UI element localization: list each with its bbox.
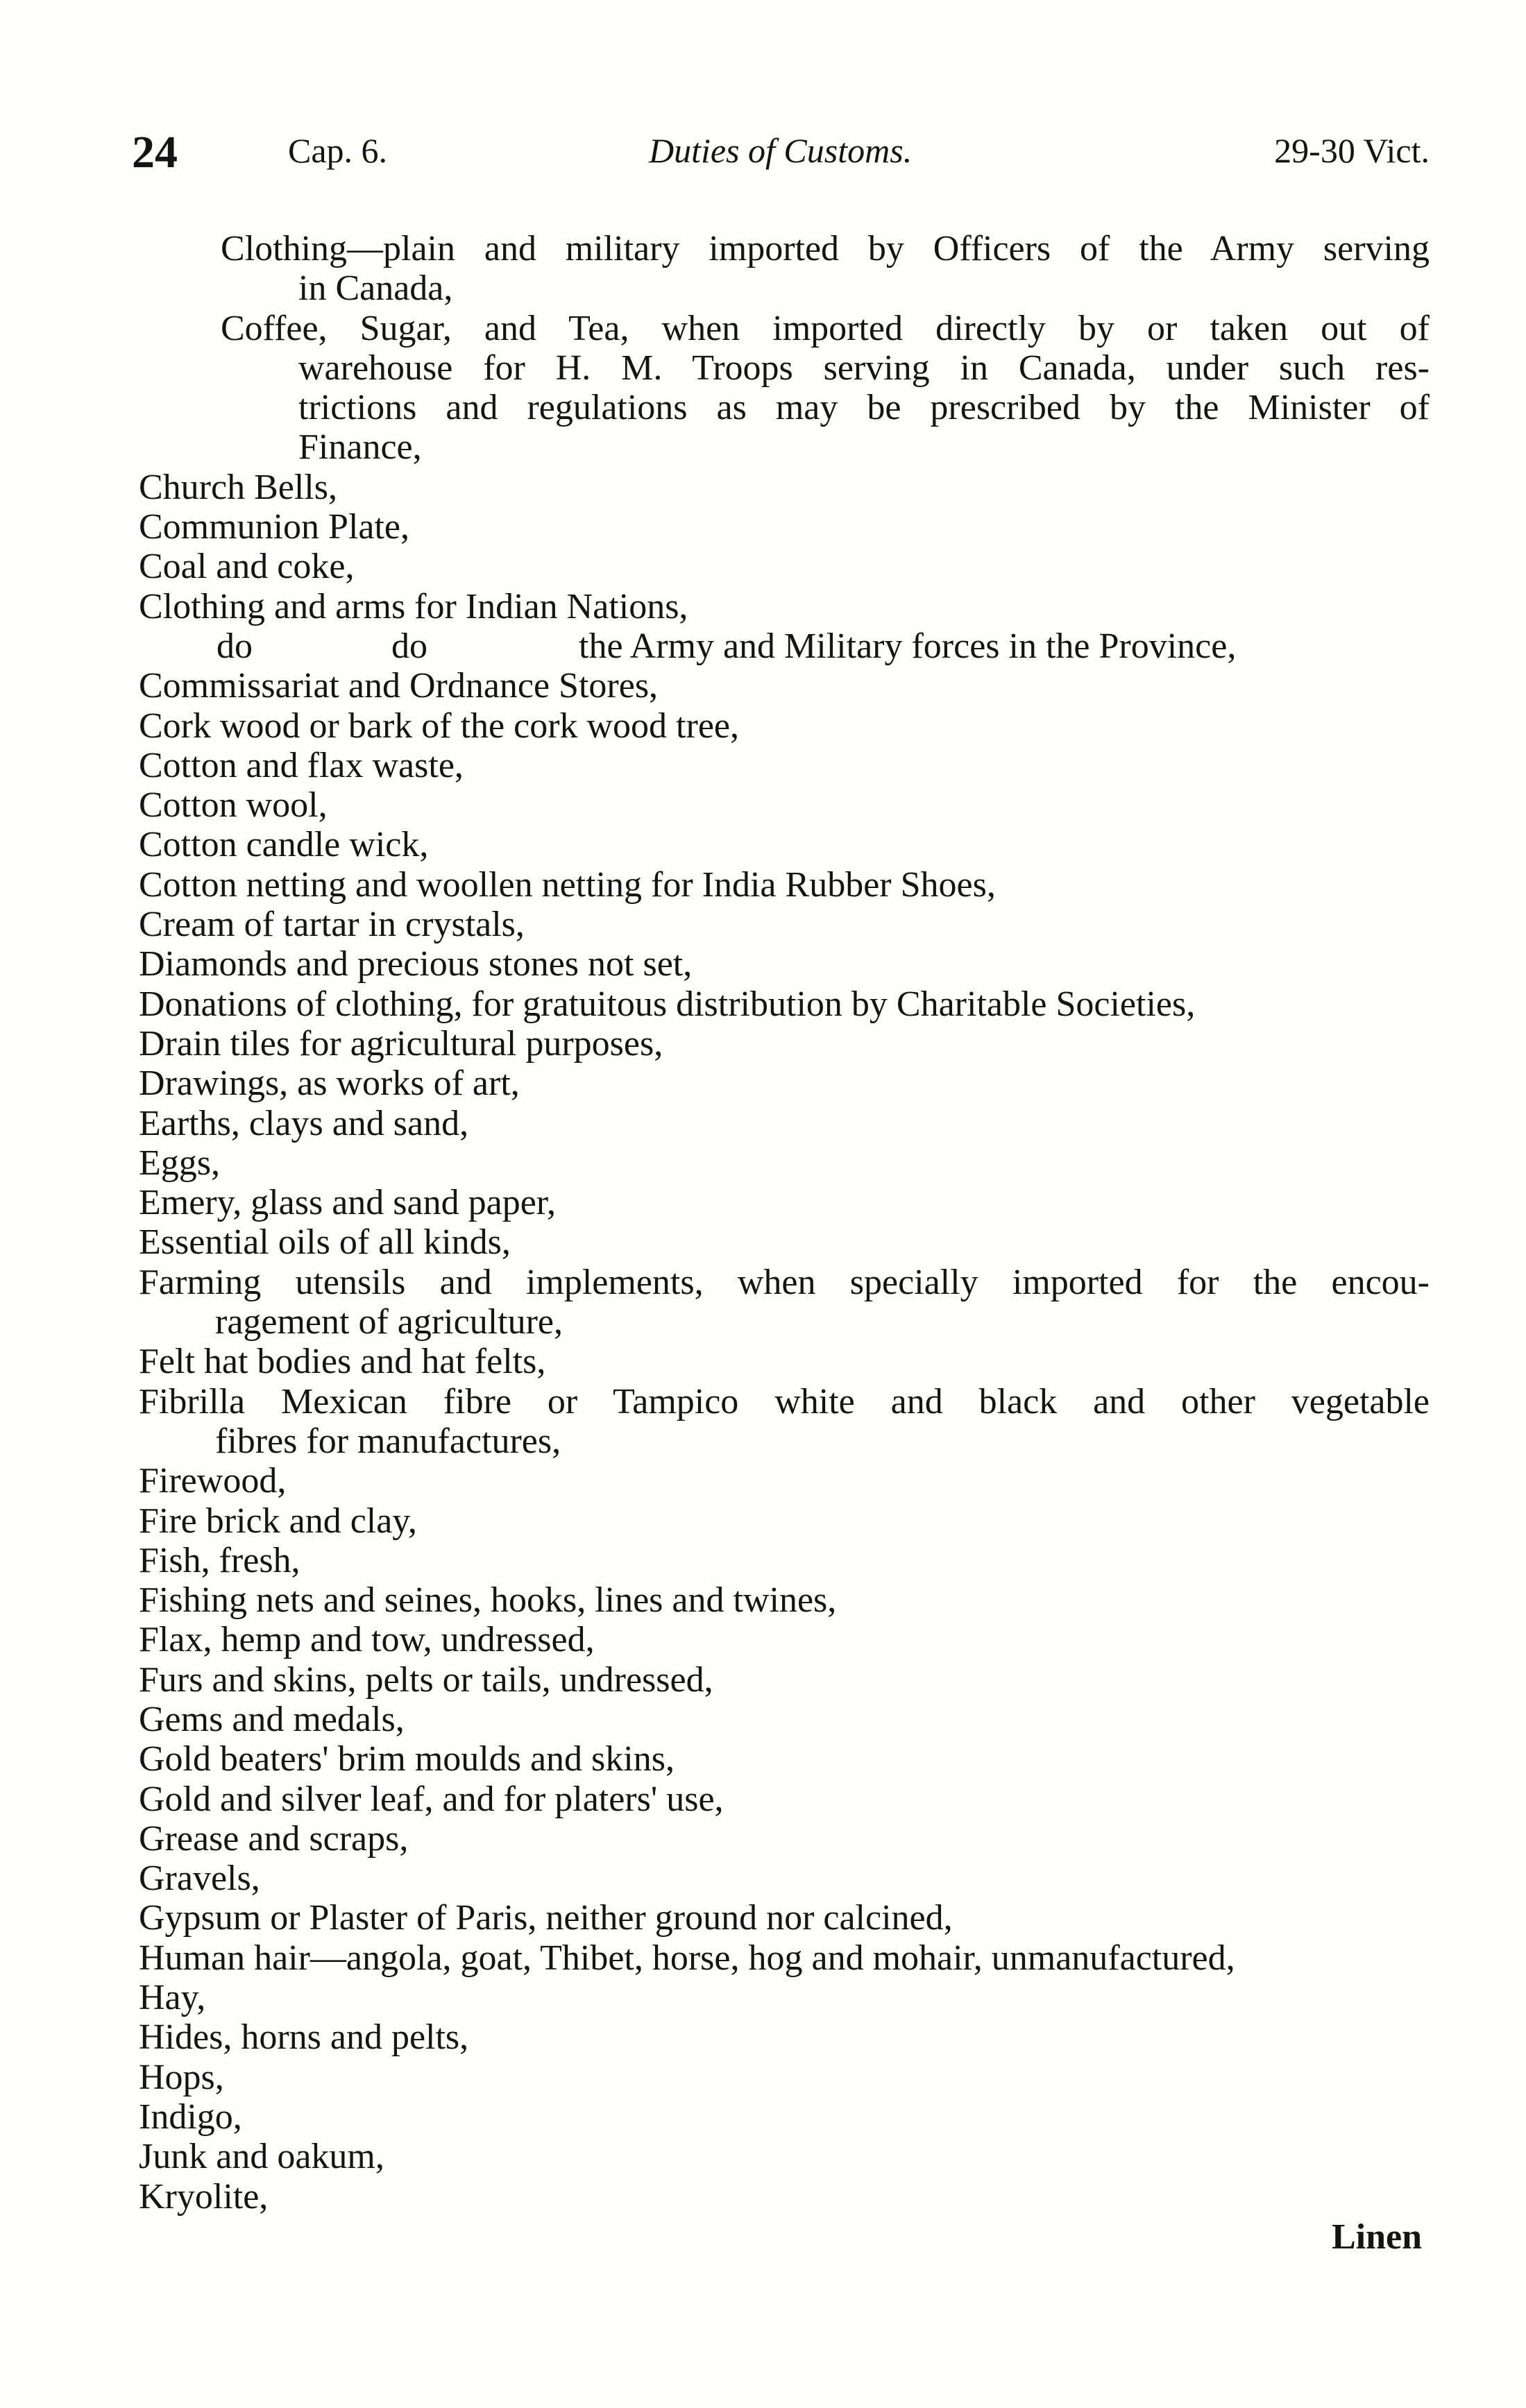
list-item: Cotton candle wick, xyxy=(139,825,429,865)
list-item: Felt hat bodies and hat felts, xyxy=(139,1342,546,1382)
list-item: Clothing and arms for Indian Nations, xyxy=(139,586,688,626)
list-item: Coal and coke, xyxy=(139,547,355,587)
list-item: Hides, horns and pelts, xyxy=(139,2017,469,2058)
entry-line: Coffee, Sugar, and Tea, when imported directly by or taken out of xyxy=(221,308,1430,348)
list-item: Grease and scraps, xyxy=(139,1818,409,1859)
list-item: Gypsum or Plaster of Paris, neither ground nor calcined, xyxy=(139,1898,953,1938)
list-item: Diamonds and precious stones not set, xyxy=(139,944,693,984)
list-item: Gems and medals, xyxy=(139,1699,405,1739)
page-header xyxy=(132,127,1430,186)
list-item: Human hair—angola, goat, Thibet, horse, hog and mohair, unmanufactured, xyxy=(139,1938,1235,1978)
list-item: Gold and silver leaf, and for platers' use, xyxy=(139,1779,724,1819)
catchword: Linen xyxy=(1331,2217,1422,2257)
list-item: Gold beaters' brim moulds and skins, xyxy=(139,1739,675,1779)
list-item: Hay, xyxy=(139,1978,206,2018)
list-item: Donations of clothing, for gratuitous distribution by Charitable Societies, xyxy=(139,984,1196,1024)
list-item xyxy=(139,1382,1430,1462)
entry-line: trictions and regulations as may be prescribed by the Minister of xyxy=(298,388,1430,428)
chapter-label: Cap. 6. xyxy=(288,131,388,170)
entry-line: fibres for manufactures, xyxy=(215,1421,561,1461)
list-item: Fire brick and clay, xyxy=(139,1501,417,1541)
list-item xyxy=(139,1263,1430,1342)
entry-line: Clothing—plain and military imported by Officers of the Army serving xyxy=(221,229,1430,268)
list-item: Junk and oakum, xyxy=(139,2137,384,2177)
entry-line: Fibrilla Mexican fibre or Tampico white and black and other vegetable xyxy=(139,1381,1430,1421)
free-goods-list xyxy=(139,229,1430,2217)
list-item xyxy=(139,309,1430,468)
list-item: Firewood, xyxy=(139,1461,287,1501)
list-item: Furs and skins, pelts or tails, undressed, xyxy=(139,1659,713,1700)
list-item: Fish, fresh, xyxy=(139,1540,300,1580)
entry-line: warehouse for H. M. Troops serving in Canada, under such res- xyxy=(298,348,1430,388)
list-item: Cotton wool, xyxy=(139,785,328,826)
list-item: Cotton netting and woollen netting for India Rubber Shoes, xyxy=(139,864,996,905)
list-item: Drawings, as works of art, xyxy=(139,1064,520,1104)
entry-line: the Army and Military forces in the Province, xyxy=(579,626,1237,666)
entry-line: Farming utensils and implements, when specially imported for the encou- xyxy=(139,1262,1430,1302)
list-item: Drain tiles for agricultural purposes, xyxy=(139,1023,663,1064)
list-item: Emery, glass and sand paper, xyxy=(139,1183,557,1223)
list-item: Fishing nets and seines, hooks, lines and twines, xyxy=(139,1580,837,1621)
running-title: Duties of Customs. xyxy=(649,131,913,170)
list-item: Kryolite, xyxy=(139,2176,269,2217)
entry-line: ragement of agriculture, xyxy=(215,1302,563,1342)
list-item: Communion Plate, xyxy=(139,507,409,547)
entry-line: in Canada, xyxy=(298,268,453,309)
list-item: Indigo, xyxy=(139,2097,242,2137)
list-item: Cotton and flax waste, xyxy=(139,745,464,785)
entry-line: Finance, xyxy=(298,427,422,468)
list-item: Commissariat and Ordnance Stores, xyxy=(139,666,659,706)
list-item: Eggs, xyxy=(139,1143,220,1183)
list-item: Flax, hemp and tow, undressed, xyxy=(139,1620,595,1660)
list-item: Church Bells, xyxy=(139,467,337,507)
list-item: Hops, xyxy=(139,2057,224,2097)
ditto-mark: do xyxy=(217,626,253,666)
ditto-mark: do xyxy=(391,626,427,666)
list-item: Cork wood or bark of the cork wood tree, xyxy=(139,706,739,746)
page-number: 24 xyxy=(132,127,178,178)
list-item: Cream of tartar in crystals, xyxy=(139,905,525,945)
list-item xyxy=(139,626,1430,666)
session-label: 29-30 Vict. xyxy=(1274,131,1430,170)
list-item: Gravels, xyxy=(139,1859,260,1899)
list-item: Essential oils of all kinds, xyxy=(139,1222,511,1263)
list-item: Earths, clays and sand, xyxy=(139,1103,469,1143)
list-item xyxy=(139,229,1430,309)
